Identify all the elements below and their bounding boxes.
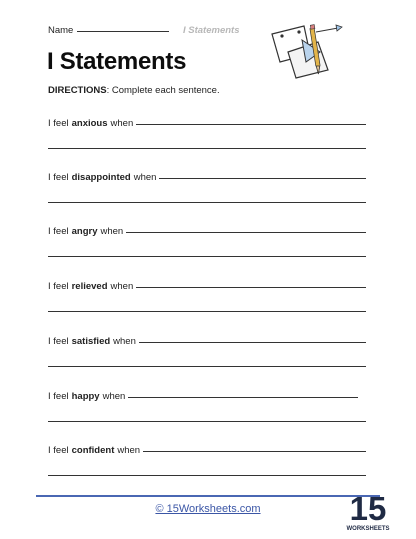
item-emotion: satisfied <box>71 336 111 347</box>
sentence-item <box>48 391 366 422</box>
item-emotion: anxious <box>71 118 108 129</box>
answer-blank[interactable] <box>143 451 366 452</box>
answer-line[interactable] <box>48 421 366 422</box>
answer-blank[interactable] <box>136 287 366 288</box>
item-suffix: when <box>133 172 157 183</box>
item-emotion: confident <box>71 445 115 456</box>
answer-blank[interactable] <box>126 232 366 233</box>
answer-line[interactable] <box>48 202 366 203</box>
answer-blank[interactable] <box>159 178 366 179</box>
page-title: I Statements <box>47 48 187 75</box>
item-prefix: I feel <box>48 445 69 456</box>
logo-wordmark: WORKSHEETS <box>346 526 390 532</box>
name-field-row <box>48 25 169 36</box>
item-suffix: when <box>102 391 126 402</box>
sentence-item <box>48 281 366 312</box>
item-prefix: I feel <box>48 226 69 237</box>
footer-divider <box>36 495 380 497</box>
sentence-item <box>48 118 366 149</box>
directions <box>48 85 220 96</box>
item-suffix: when <box>117 445 141 456</box>
item-emotion: disappointed <box>71 172 131 183</box>
item-suffix: when <box>113 336 136 347</box>
sentence-item <box>48 336 366 367</box>
paper-and-pencil-illustration <box>268 22 344 82</box>
answer-line[interactable] <box>48 475 366 476</box>
item-prefix: I feel <box>48 336 69 347</box>
item-prefix: I feel <box>48 281 69 292</box>
logo-number: 15 <box>349 490 387 527</box>
sentence-item <box>48 445 366 476</box>
sentence-item <box>48 172 366 203</box>
worksheet-tag: I Statements <box>183 25 240 36</box>
item-emotion: happy <box>71 391 100 402</box>
answer-blank[interactable] <box>128 397 358 398</box>
item-prefix: I feel <box>48 391 69 402</box>
item-suffix: when <box>110 281 134 292</box>
answer-line[interactable] <box>48 366 366 367</box>
sentence-item <box>48 226 366 257</box>
name-blank[interactable] <box>77 31 169 32</box>
answer-line[interactable] <box>48 148 366 149</box>
item-suffix: when <box>110 118 134 129</box>
name-label: Name <box>48 25 74 36</box>
answer-line[interactable] <box>48 256 366 257</box>
item-suffix: when <box>100 226 124 237</box>
item-emotion: angry <box>71 226 98 237</box>
directions-label: DIRECTIONS <box>48 85 107 96</box>
item-emotion: relieved <box>71 281 108 292</box>
copyright-link[interactable]: © 15Worksheets.com <box>155 503 261 515</box>
answer-blank[interactable] <box>139 342 366 343</box>
answer-line[interactable] <box>48 311 366 312</box>
item-prefix: I feel <box>48 172 69 183</box>
item-prefix: I feel <box>48 118 69 129</box>
directions-text: : Complete each sentence. <box>106 85 220 96</box>
15worksheets-logo <box>346 488 390 534</box>
answer-blank[interactable] <box>136 124 366 125</box>
